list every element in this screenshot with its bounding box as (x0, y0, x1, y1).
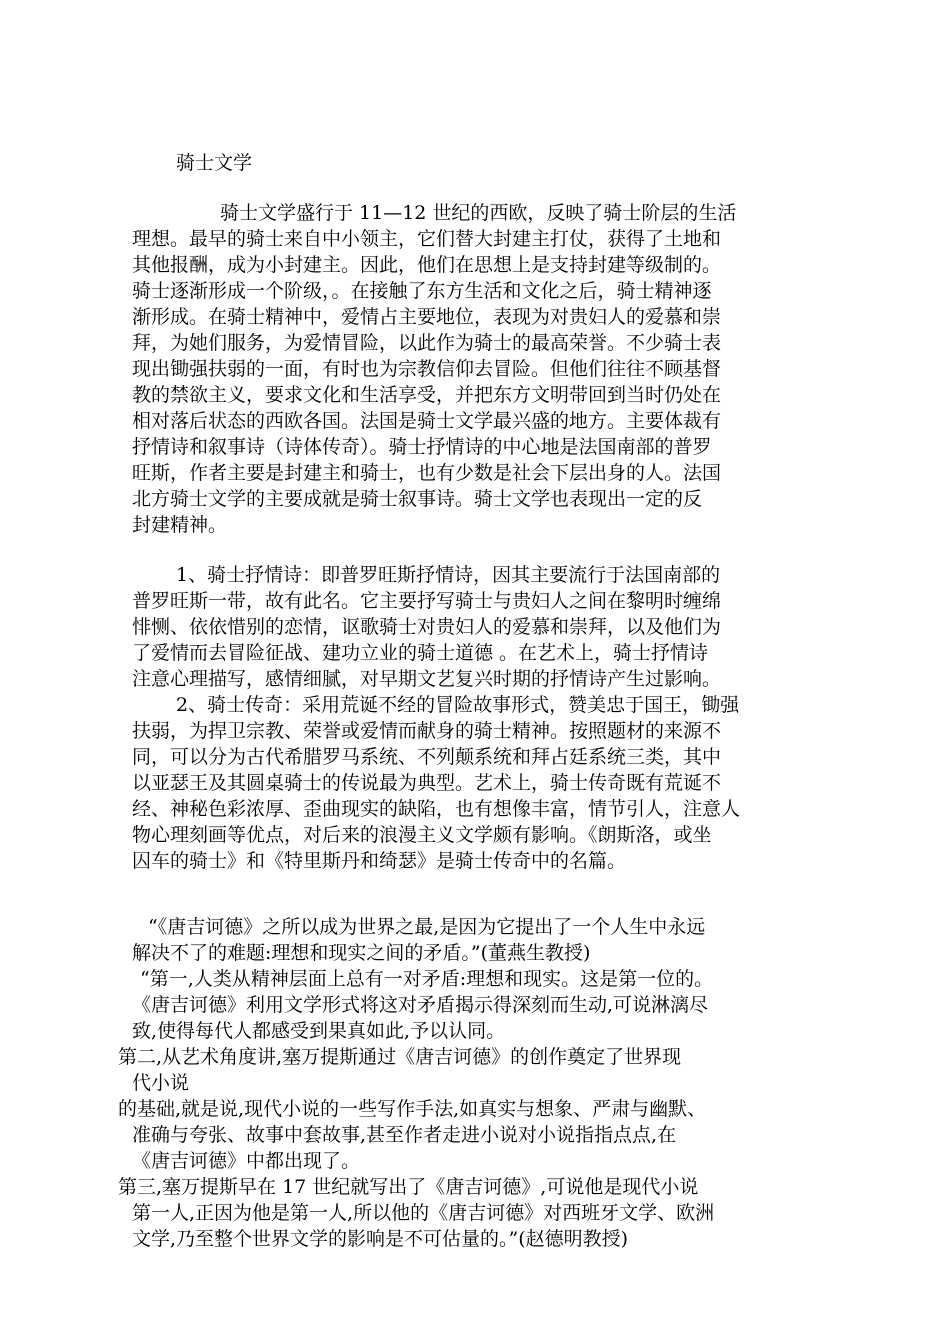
document-title: 骑士文学 (176, 152, 253, 174)
section2-line: 物心理刻画等优点，对后来的浪漫主义文学颇有影响。《朗斯洛，或坐 (132, 824, 712, 846)
quote-line: 第一人,正因为他是第一人,所以他的《唐吉诃德》对西班牙文学、欧洲 (132, 1202, 715, 1224)
section2-line: 以亚瑟王及其圆桌骑士的传说最为典型。艺术上，骑士传奇既有荒诞不 (132, 772, 722, 794)
intro-line: 骑士逐渐形成一个阶级，。在接触了东方生活和文化之后，骑士精神逐 (132, 280, 712, 302)
intro-line: 骑士文学盛行于 11—12 世纪的西欧，反映了骑士阶层的生活 (220, 202, 737, 224)
section1-line: 悱恻、依依惜别的恋情，讴歌骑士对贵妇人的爱慕和崇拜，以及他们为 (132, 616, 722, 638)
intro-line: 现出锄强扶弱的一面，有时也为宗教信仰去冒险。但他们往往不顾基督 (132, 358, 722, 380)
intro-line: 旺斯，作者主要是封建主和骑士，也有少数是社会下层出身的人。法国 (132, 462, 722, 484)
section1-line: 注意心理描写，感情细腻，对早期文艺复兴时期的抒情诗产生过影响。 (132, 668, 722, 690)
quote-line: 准确与夸张、故事中套故事,甚至作者走进小说对小说指指点点,在 (132, 1124, 677, 1146)
intro-line: 拜，为她们服务，为爱情冒险，以此作为骑士的最高荣誉。不少骑士表 (132, 332, 722, 354)
section1-line: 了爱情而去冒险征战、建功立业的骑士道德 。在艺术上，骑士抒情诗 (132, 642, 709, 664)
quote-line: 致,使得每代人都感受到果真如此,予以认同。 (132, 1020, 506, 1042)
quote-line: 第二,从艺术角度讲,塞万提斯通过《唐吉诃德》的创作奠定了世界现 (118, 1046, 682, 1068)
quote-line: 文学,乃至整个世界文学的影响是不可估量的。”(赵德明教授) (132, 1228, 629, 1250)
intro-line: 北方骑士文学的主要成就是骑士叙事诗。骑士文学也表现出一定的反 (132, 488, 703, 510)
quote-line: 《唐吉诃德》利用文学形式将这对矛盾揭示得深刻而生动,可说淋漓尽 (132, 994, 709, 1016)
quote-line: 解决不了的难题:理想和现实之间的矛盾。”(董燕生教授) (132, 942, 591, 964)
section2-line: 同，可以分为古代希腊罗马系统、不列颠系统和拜占廷系统三类，其中 (132, 746, 722, 768)
quote-line: “第一,人类从精神层面上总有一对矛盾:理想和现实。这是第一位的。 (140, 968, 714, 990)
section1-line: 1、骑士抒情诗：即普罗旺斯抒情诗，因其主要流行于法国南部的 (176, 564, 721, 586)
intro-line: 抒情诗和叙事诗（诗体传奇）。骑士抒情诗的中心地是法国南部的普罗 (132, 436, 712, 458)
section2-line: 扶弱，为捍卫宗教、荣誉或爱情而献身的骑士精神。按照题材的来源不 (132, 720, 722, 742)
quote-line: 第三,塞万提斯早在 17 世纪就写出了《唐吉诃德》,可说他是现代小说 (118, 1176, 699, 1198)
intro-line: 封建精神。 (132, 514, 228, 536)
quote-line: 的基础,就是说,现代小说的一些写作手法,如真实与想象、严肃与幽默、 (118, 1098, 707, 1120)
section2-line: 经、神秘色彩浓厚、歪曲现实的缺陷，也有想像丰富，情节引人，注意人 (132, 798, 741, 820)
quote-line: “《唐吉诃德》之所以成为世界之最,是因为它提出了一个人生中永远 (148, 916, 706, 938)
section2-line: 2、骑士传奇：采用荒诞不经的冒险故事形式，赞美忠于国王，锄强 (176, 694, 740, 716)
intro-line: 理想。最早的骑士来自中小领主，它们替大封建主打仗，获得了土地和 (132, 228, 722, 250)
intro-line: 其他报酬，成为小封建主。因此，他们在思想上是支持封建等级制的。 (132, 254, 722, 276)
quote-line: 代小说 (132, 1072, 190, 1094)
section1-line: 普罗旺斯一带，故有此名。它主要抒写骑士与贵妇人之间在黎明时缠绵 (132, 590, 722, 612)
section2-line: 囚车的骑士》和《特里斯丹和绮瑟》是骑士传奇中的名篇。 (132, 850, 627, 872)
intro-line: 相对落后状态的西欧各国。法国是骑士文学最兴盛的地方。主要体裁有 (132, 410, 722, 432)
intro-line: 渐形成。在骑士精神中，爱情占主要地位，表现为对贵妇人的爱慕和崇 (132, 306, 722, 328)
intro-line: 教的禁欲主义，要求文化和生活享受，并把东方文明带回到当时仍处在 (132, 384, 722, 406)
quote-line: 《唐吉诃德》中都出现了。 (132, 1150, 361, 1172)
